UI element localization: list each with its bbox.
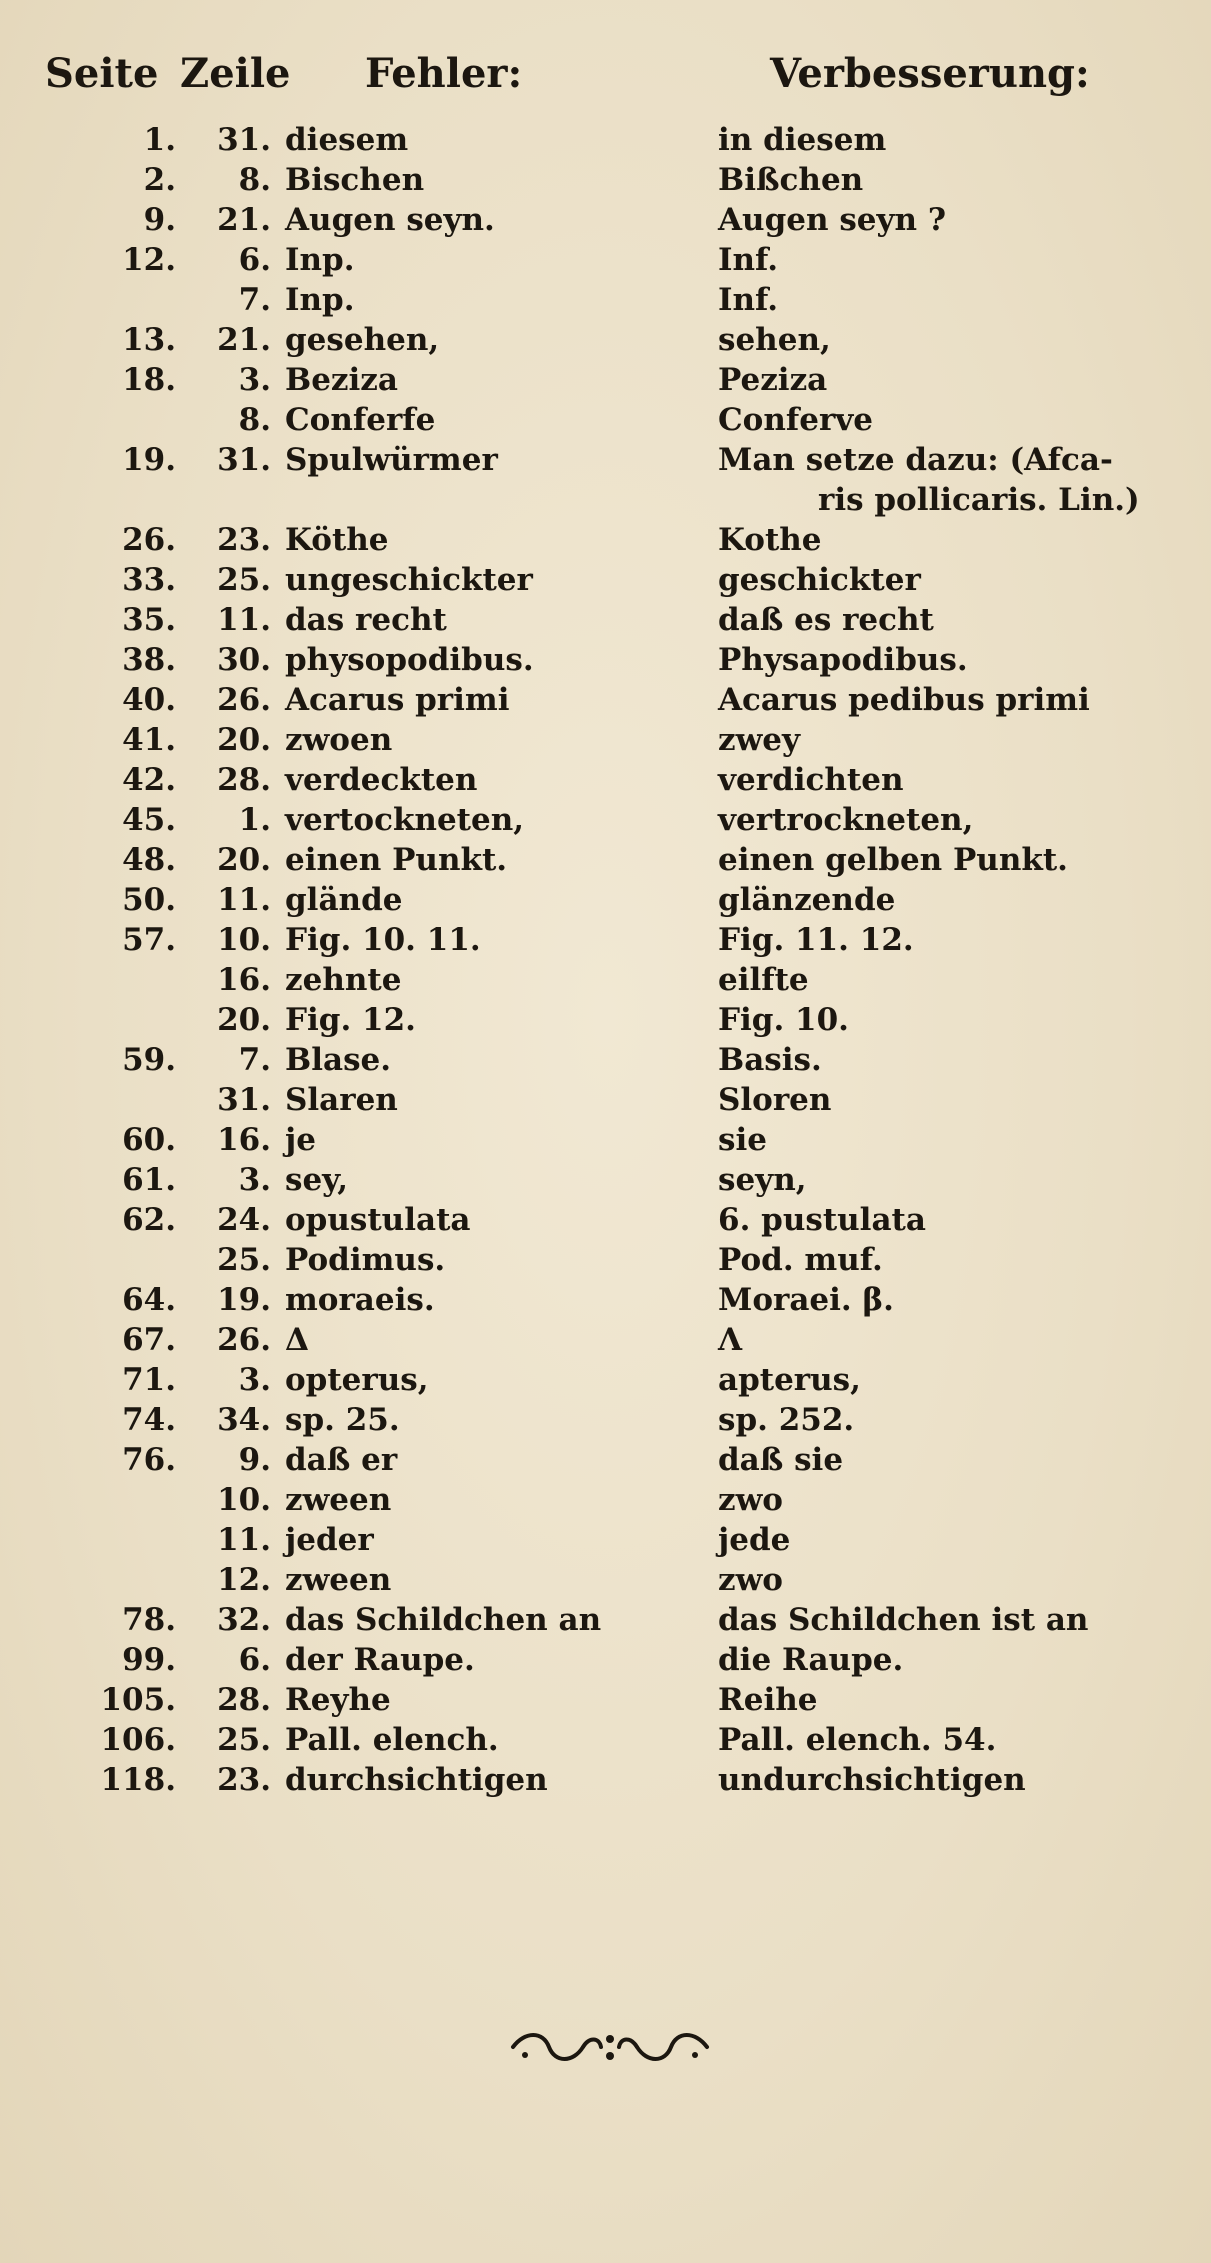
line-number: 21.	[217, 202, 271, 238]
header-zeile: Zeile	[180, 50, 291, 97]
correction-line: undurchsichtigen	[718, 1762, 1026, 1798]
correction-text	[718, 1600, 1178, 1640]
correction-text	[718, 640, 1178, 680]
correction-line: Acarus pedibus primi	[718, 682, 1090, 718]
line-number: 28.	[217, 1682, 271, 1718]
error-text: ungeschickter	[285, 562, 533, 598]
correction-line: zwo	[718, 1482, 783, 1518]
errata-row	[0, 440, 1211, 520]
line-number: 10.	[217, 922, 271, 958]
correction-line: Bißchen	[718, 162, 864, 198]
line-number: 3.	[238, 1362, 271, 1398]
errata-row	[0, 1000, 1211, 1040]
correction-line: Kothe	[718, 522, 822, 558]
error-text: Inp.	[285, 242, 355, 278]
correction-text	[718, 1320, 1178, 1360]
errata-row	[0, 200, 1211, 240]
line-number: 20.	[217, 722, 271, 758]
line-number: 32.	[217, 1602, 271, 1638]
line-number: 16.	[217, 1122, 271, 1158]
page-number: 99.	[122, 1642, 176, 1678]
correction-text	[718, 1240, 1178, 1280]
errata-row	[0, 640, 1211, 680]
error-text: zwoen	[285, 722, 393, 758]
line-number: 11.	[217, 602, 271, 638]
page-number: 74.	[122, 1402, 176, 1438]
errata-row	[0, 1440, 1211, 1480]
correction-line: in diesem	[718, 122, 887, 158]
error-text: Inp.	[285, 282, 355, 318]
correction-text	[718, 1280, 1178, 1320]
correction-line: Pall. elench. 54.	[718, 1722, 997, 1758]
page-number: 26.	[122, 522, 176, 558]
line-number: 25.	[217, 562, 271, 598]
correction-text	[718, 1200, 1178, 1240]
line-number: 25.	[217, 1242, 271, 1278]
correction-text	[718, 1480, 1178, 1520]
correction-text	[718, 800, 1178, 840]
correction-line: Peziza	[718, 362, 828, 398]
errata-row	[0, 1480, 1211, 1520]
page-number: 1.	[143, 122, 176, 158]
error-text: Slaren	[285, 1082, 398, 1118]
error-text: Blase.	[285, 1042, 392, 1078]
line-number: 19.	[217, 1282, 271, 1318]
error-text: Bischen	[285, 162, 425, 198]
correction-line: daß es recht	[718, 602, 934, 638]
correction-text	[718, 600, 1178, 640]
error-text: das recht	[285, 602, 447, 638]
line-number: 31.	[217, 442, 271, 478]
correction-text	[718, 360, 1178, 400]
line-number: 11.	[217, 882, 271, 918]
errata-row	[0, 120, 1211, 160]
page-number: 76.	[122, 1442, 176, 1478]
correction-text	[718, 1720, 1178, 1760]
errata-row	[0, 520, 1211, 560]
page-number: 64.	[122, 1282, 176, 1318]
line-number: 6.	[238, 242, 271, 278]
line-number: 11.	[217, 1522, 271, 1558]
error-text: Podimus.	[285, 1242, 446, 1278]
correction-text	[718, 440, 1178, 520]
errata-row	[0, 1120, 1211, 1160]
line-number: 21.	[217, 322, 271, 358]
line-number: 28.	[217, 762, 271, 798]
errata-row	[0, 840, 1211, 880]
correction-text	[718, 1400, 1178, 1440]
correction-text	[718, 160, 1178, 200]
header-fehler: Fehler:	[365, 50, 523, 97]
correction-text	[718, 1120, 1178, 1160]
page-number: 78.	[122, 1602, 176, 1638]
errata-header	[0, 50, 1211, 120]
line-number: 7.	[238, 282, 271, 318]
correction-text	[718, 1160, 1178, 1200]
page-number: 40.	[122, 682, 176, 718]
correction-line: daß sie	[718, 1442, 844, 1478]
error-text: vertockneten,	[285, 802, 525, 838]
correction-line: eilfte	[718, 962, 809, 998]
line-number: 31.	[217, 1082, 271, 1118]
correction-line: Λ	[718, 1322, 743, 1358]
page-number: 57.	[122, 922, 176, 958]
errata-row	[0, 1320, 1211, 1360]
correction-line: Inf.	[718, 242, 779, 278]
correction-line: geschickter	[718, 562, 921, 598]
page-number: 18.	[122, 362, 176, 398]
page-number: 12.	[122, 242, 176, 278]
page-number: 41.	[122, 722, 176, 758]
correction-line: Fig. 11. 12.	[718, 922, 914, 958]
line-number: 12.	[217, 1562, 271, 1598]
correction-text	[718, 240, 1178, 280]
error-text: Beziza	[285, 362, 398, 398]
page-number: 61.	[122, 1162, 176, 1198]
errata-row	[0, 1200, 1211, 1240]
correction-line: zwey	[718, 722, 801, 758]
page-number: 2.	[143, 162, 176, 198]
correction-line: zwo	[718, 1562, 783, 1598]
correction-line: vertrockneten,	[718, 802, 974, 838]
correction-line: jede	[718, 1522, 791, 1558]
correction-text	[718, 1560, 1178, 1600]
page-number: 13.	[122, 322, 176, 358]
page-number: 48.	[122, 842, 176, 878]
correction-line: Man setze dazu: (Afca-	[718, 442, 1113, 478]
correction-text	[718, 880, 1178, 920]
errata-row	[0, 1040, 1211, 1080]
error-text: zehnte	[285, 962, 402, 998]
errata-row	[0, 800, 1211, 840]
page-number: 62.	[122, 1202, 176, 1238]
errata-row	[0, 400, 1211, 440]
correction-text	[718, 520, 1178, 560]
errata-row	[0, 1600, 1211, 1640]
error-text: Δ	[285, 1322, 310, 1358]
correction-text	[718, 280, 1178, 320]
page-number: 50.	[122, 882, 176, 918]
errata-row	[0, 360, 1211, 400]
page-number: 35.	[122, 602, 176, 638]
correction-line: Conferve	[718, 402, 874, 438]
errata-row	[0, 600, 1211, 640]
correction-line: sie	[718, 1122, 767, 1158]
error-text: moraeis.	[285, 1282, 435, 1318]
correction-line: sehen,	[718, 322, 831, 358]
error-text: sey,	[285, 1162, 349, 1198]
error-text: diesem	[285, 122, 409, 158]
error-text: der Raupe.	[285, 1642, 475, 1678]
error-text: Reyhe	[285, 1682, 391, 1718]
line-number: 6.	[238, 1642, 271, 1678]
correction-text	[718, 200, 1178, 240]
correction-line: Reihe	[718, 1682, 818, 1718]
error-text: gesehen,	[285, 322, 440, 358]
error-text: Köthe	[285, 522, 389, 558]
line-number: 8.	[238, 162, 271, 198]
correction-line: Augen seyn ?	[718, 202, 947, 238]
error-text: durchsichtigen	[285, 1762, 548, 1798]
line-number: 26.	[217, 682, 271, 718]
correction-line: apterus,	[718, 1362, 861, 1398]
error-text: Conferfe	[285, 402, 436, 438]
error-text: zween	[285, 1482, 392, 1518]
errata-row	[0, 1240, 1211, 1280]
line-number: 25.	[217, 1722, 271, 1758]
correction-text	[718, 400, 1178, 440]
correction-text	[718, 680, 1178, 720]
correction-text	[718, 840, 1178, 880]
line-number: 9.	[238, 1442, 271, 1478]
line-number: 7.	[238, 1042, 271, 1078]
correction-line: glänzende	[718, 882, 896, 918]
errata-row	[0, 1760, 1211, 1800]
correction-line: Moraei. β.	[718, 1282, 894, 1318]
page-number: 9.	[143, 202, 176, 238]
error-text: Fig. 12.	[285, 1002, 416, 1038]
page-number: 118.	[100, 1762, 176, 1798]
line-number: 20.	[217, 842, 271, 878]
line-number: 8.	[238, 402, 271, 438]
error-text: jeder	[285, 1522, 374, 1558]
correction-text	[718, 1360, 1178, 1400]
correction-text	[718, 1000, 1178, 1040]
decorative-fleuron-icon	[505, 2025, 715, 2070]
errata-row	[0, 1640, 1211, 1680]
correction-line: Physapodibus.	[718, 642, 968, 678]
error-text: je	[285, 1122, 316, 1158]
error-text: Augen seyn.	[285, 202, 495, 238]
correction-text	[718, 120, 1178, 160]
correction-line: Inf.	[718, 282, 779, 318]
correction-text	[718, 320, 1178, 360]
errata-row	[0, 1160, 1211, 1200]
errata-row	[0, 680, 1211, 720]
errata-row	[0, 1720, 1211, 1760]
correction-text	[718, 960, 1178, 1000]
page-number: 59.	[122, 1042, 176, 1078]
correction-line: verdichten	[718, 762, 904, 798]
page-number: 19.	[122, 442, 176, 478]
correction-line: einen gelben Punkt.	[718, 842, 1068, 878]
line-number: 3.	[238, 362, 271, 398]
page-number: 45.	[122, 802, 176, 838]
correction-line: das Schildchen ist an	[718, 1602, 1089, 1638]
errata-row	[0, 720, 1211, 760]
line-number: 34.	[217, 1402, 271, 1438]
page-number: 105.	[100, 1682, 176, 1718]
error-text: Acarus primi	[285, 682, 510, 718]
errata-row	[0, 280, 1211, 320]
correction-text	[718, 720, 1178, 760]
line-number: 23.	[217, 1762, 271, 1798]
line-number: 26.	[217, 1322, 271, 1358]
line-number: 1.	[238, 802, 271, 838]
errata-row	[0, 1520, 1211, 1560]
correction-continuation: ris pollicaris. Lin.)	[818, 482, 1140, 518]
correction-text	[718, 920, 1178, 960]
correction-line: Sloren	[718, 1082, 832, 1118]
line-number: 20.	[217, 1002, 271, 1038]
error-text: Fig. 10. 11.	[285, 922, 481, 958]
error-text: einen Punkt.	[285, 842, 508, 878]
correction-line: die Raupe.	[718, 1642, 904, 1678]
page-number: 33.	[122, 562, 176, 598]
header-verbesserung: Verbesserung:	[770, 50, 1090, 97]
correction-line: Fig. 10.	[718, 1002, 849, 1038]
correction-text	[718, 1640, 1178, 1680]
errata-row	[0, 1400, 1211, 1440]
header-seite: Seite	[45, 50, 159, 97]
correction-text	[718, 560, 1178, 600]
error-text: opterus,	[285, 1362, 429, 1398]
error-text: glände	[285, 882, 403, 918]
errata-row	[0, 1280, 1211, 1320]
correction-text	[718, 760, 1178, 800]
line-number: 16.	[217, 962, 271, 998]
line-number: 30.	[217, 642, 271, 678]
page-number: 67.	[122, 1322, 176, 1358]
page-number: 71.	[122, 1362, 176, 1398]
error-text: verdeckten	[285, 762, 478, 798]
correction-text	[718, 1680, 1178, 1720]
correction-text	[718, 1520, 1178, 1560]
page-number: 42.	[122, 762, 176, 798]
error-text: physopodibus.	[285, 642, 534, 678]
errata-row	[0, 880, 1211, 920]
correction-line: sp. 252.	[718, 1402, 855, 1438]
correction-line: Pod. muf.	[718, 1242, 883, 1278]
errata-table	[0, 120, 1211, 1800]
line-number: 10.	[217, 1482, 271, 1518]
correction-text	[718, 1760, 1178, 1800]
page-number: 60.	[122, 1122, 176, 1158]
errata-row	[0, 160, 1211, 200]
errata-row	[0, 1560, 1211, 1600]
error-text: opustulata	[285, 1202, 471, 1238]
errata-row	[0, 1080, 1211, 1120]
correction-text	[718, 1080, 1178, 1120]
correction-text	[718, 1040, 1178, 1080]
errata-row	[0, 960, 1211, 1000]
error-text: daß er	[285, 1442, 398, 1478]
page-number: 38.	[122, 642, 176, 678]
errata-row	[0, 320, 1211, 360]
errata-row	[0, 1680, 1211, 1720]
correction-line: Basis.	[718, 1042, 822, 1078]
error-text: Pall. elench.	[285, 1722, 499, 1758]
error-text: das Schildchen an	[285, 1602, 602, 1638]
correction-line: 6. pustulata	[718, 1202, 926, 1238]
line-number: 31.	[217, 122, 271, 158]
line-number: 23.	[217, 522, 271, 558]
errata-row	[0, 760, 1211, 800]
errata-row	[0, 1360, 1211, 1400]
correction-text	[718, 1440, 1178, 1480]
correction-line: seyn,	[718, 1162, 807, 1198]
error-text: Spulwürmer	[285, 442, 498, 478]
line-number: 3.	[238, 1162, 271, 1198]
error-text: zween	[285, 1562, 392, 1598]
error-text: sp. 25.	[285, 1402, 400, 1438]
line-number: 24.	[217, 1202, 271, 1238]
errata-row	[0, 920, 1211, 960]
page-number: 106.	[100, 1722, 176, 1758]
errata-row	[0, 240, 1211, 280]
errata-row	[0, 560, 1211, 600]
